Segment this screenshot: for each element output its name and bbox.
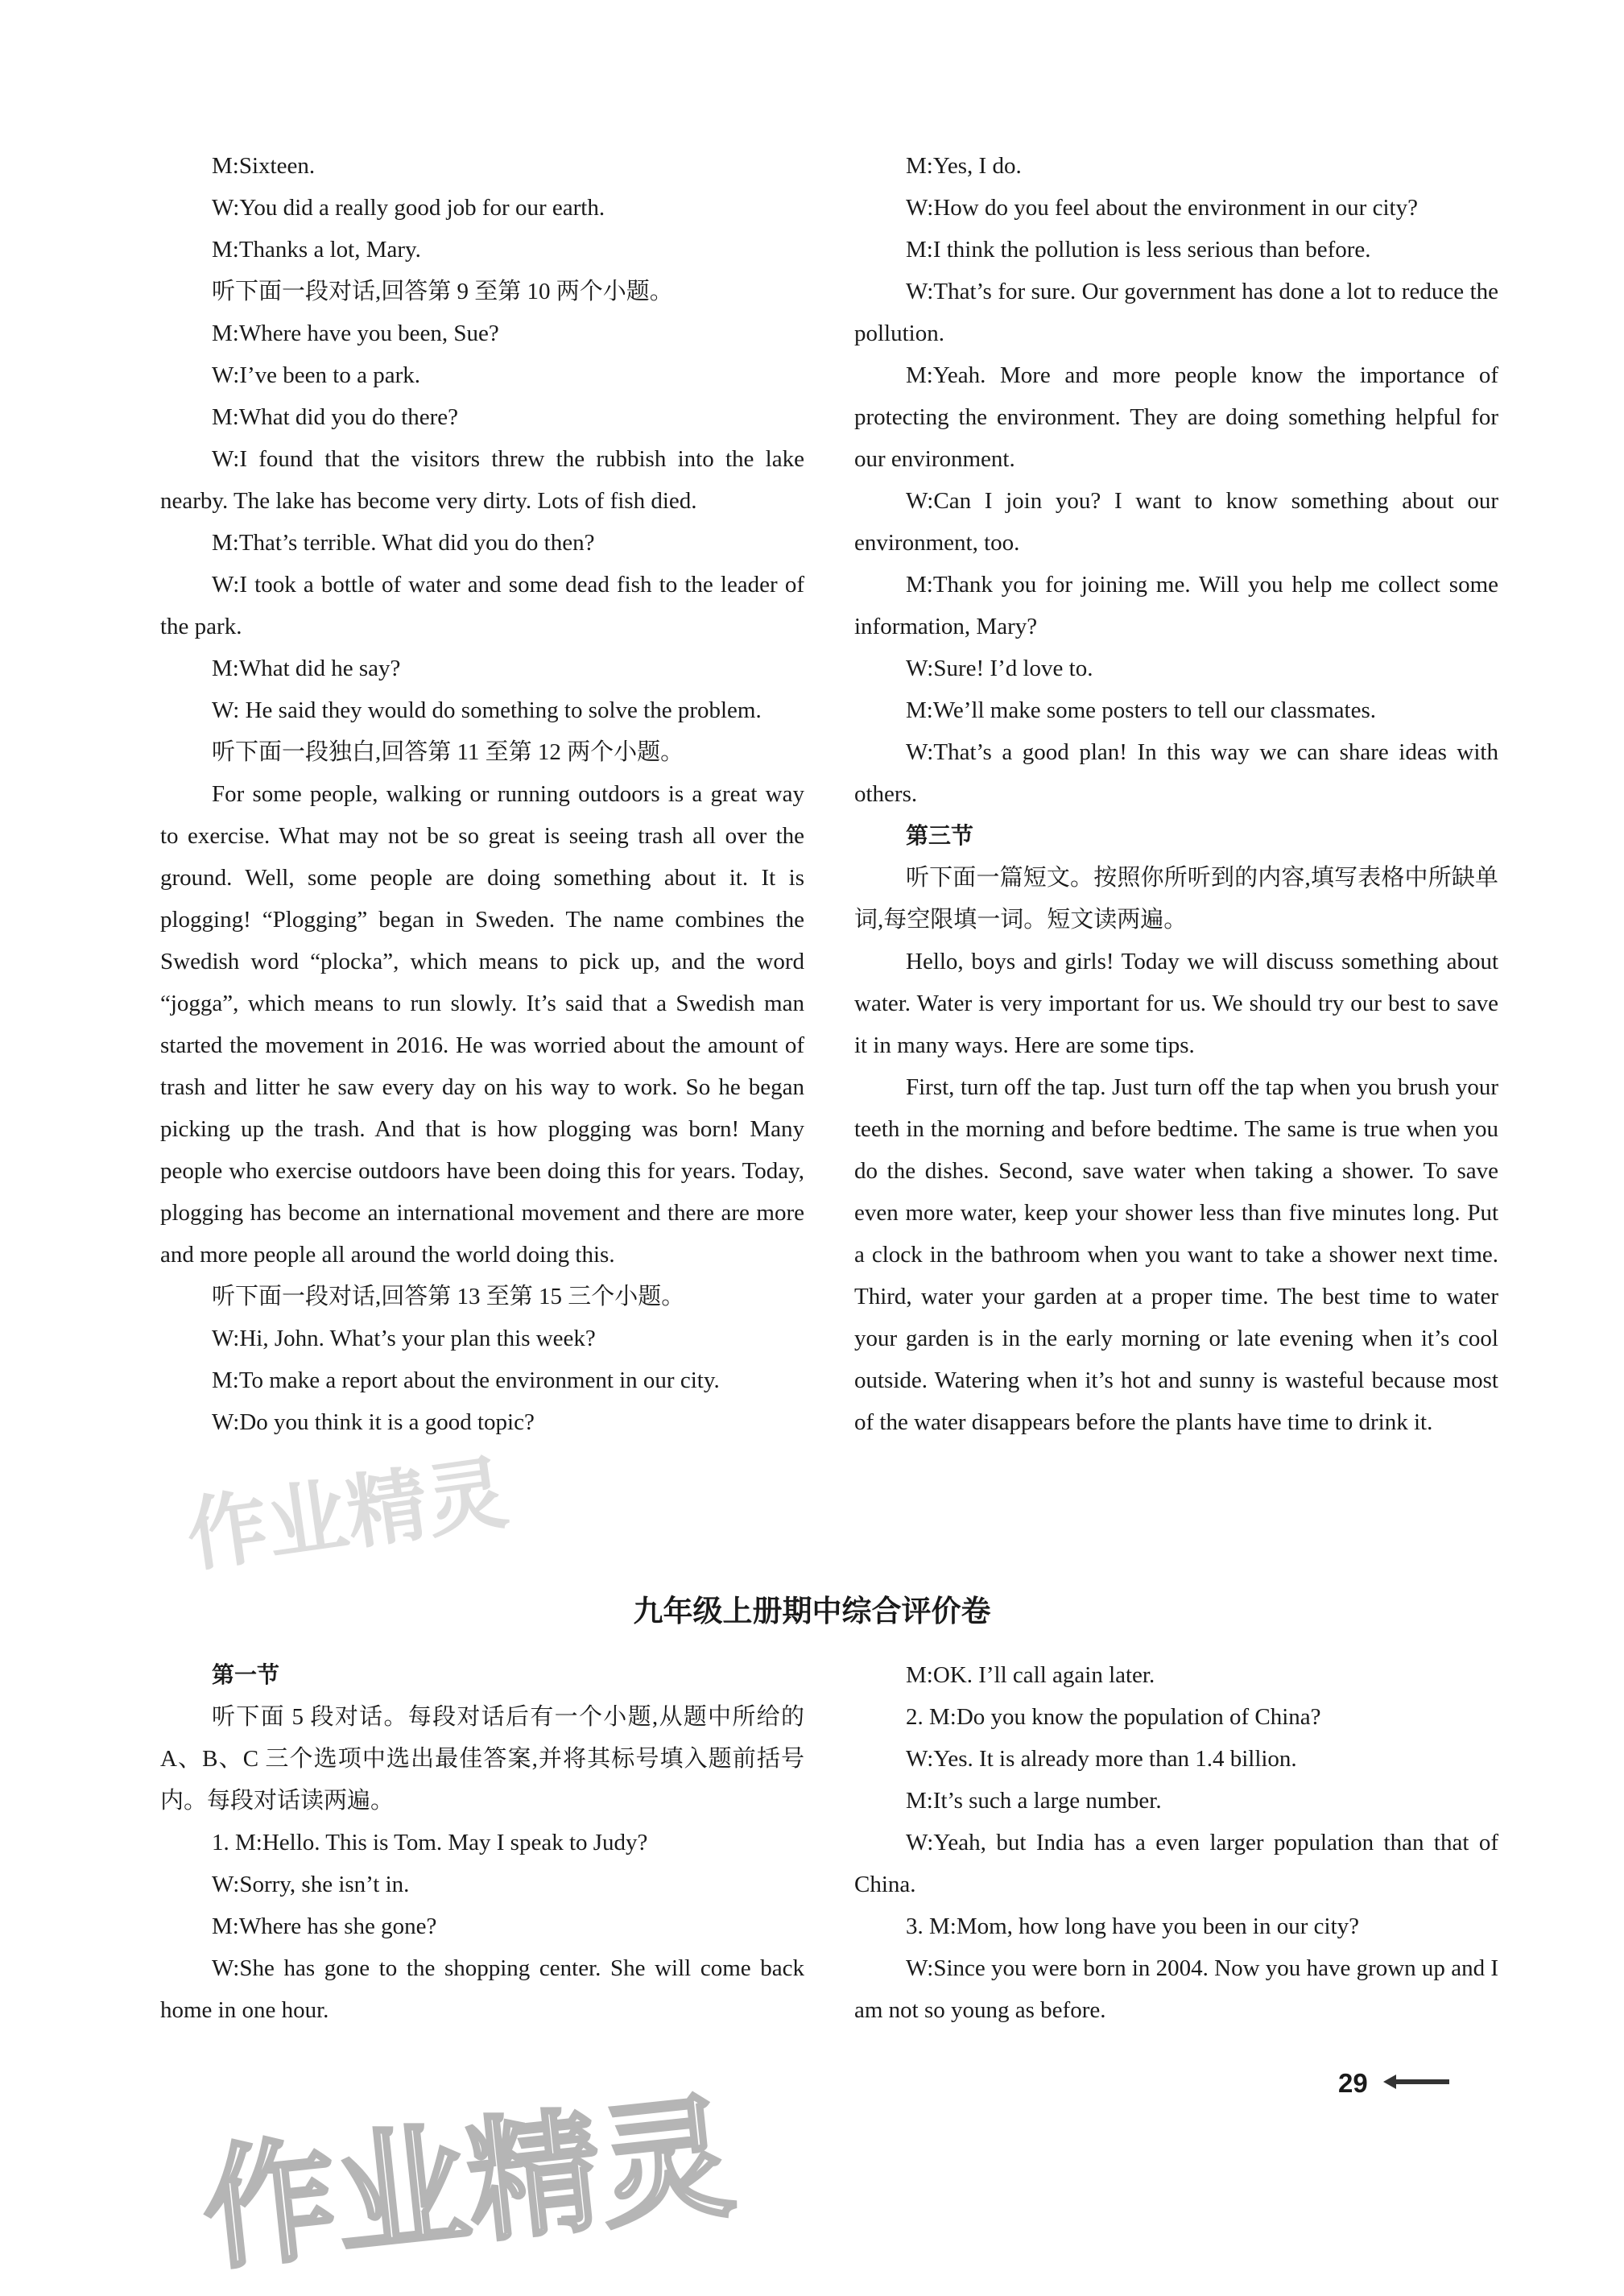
bottom-left-column bbox=[160, 1654, 804, 2031]
paragraph: M:To make a report about the environment in our city. bbox=[212, 1367, 720, 1393]
paragraph: 听下面一段对话,回答第 9 至第 10 两个小题。 bbox=[212, 279, 673, 304]
watermark-bottom: 作业精灵 bbox=[196, 2079, 741, 2289]
paragraph: 1. M:Hello. This is Tom. May I speak to Judy? bbox=[212, 1830, 648, 1855]
paragraph: 2. M:Do you know the population of China? bbox=[906, 1704, 1321, 1730]
paragraph: M:Where have you been, Sue? bbox=[212, 321, 499, 346]
paragraph: W:Hi, John. What’s your plan this week? bbox=[212, 1326, 596, 1351]
paragraph: M:Thank you for joining me. Will you help me collect some information, Mary? bbox=[854, 572, 1498, 639]
paragraph: M:I think the pollution is less serious than before. bbox=[906, 237, 1371, 263]
paragraph: First, turn off the tap. Just turn off the tap when you brush your teeth in the morning and before bedtime. The same is true when you do the dishes. Second, save water when taking a shower. To save even more water, keep your shower less than five minutes long. Put a clock in the bathroom when you want to take a shower next time. Third, water your garden at a proper time. The best time to water your garden is in the early morning or late evening when it’s cool outside. Watering when it’s hot and sunny is wasteful because most of the water disappears before the plants have time to drink it. bbox=[854, 1074, 1498, 1435]
watermark-mid: 作业精灵 bbox=[180, 1445, 514, 1584]
paragraph: W:Since you were born in 2004. Now you have grown up and I am not so young as before. bbox=[854, 1955, 1498, 2023]
paragraph: W: He said they would do something to solve the problem. bbox=[212, 697, 762, 723]
top-right-column bbox=[854, 145, 1498, 1443]
paragraph: 3. M:Mom, how long have you been in our city? bbox=[906, 1913, 1359, 1939]
paragraph: 听下面一段独白,回答第 11 至第 12 两个小题。 bbox=[212, 739, 684, 765]
bottom-right-column bbox=[854, 1654, 1498, 2031]
paragraph: M:OK. I’ll call again later. bbox=[906, 1662, 1155, 1688]
section-title: 九年级上册期中综合评价卷 bbox=[633, 1594, 991, 1628]
paragraph: For some people, walking or running outdoors is a great way to exercise. What may not be so great is seeing trash all over the ground. Well, some people are doing something about it. It is plogging! “Plogging” began in Sweden. The name combines the Swedish word “plocka”, which means to pick up, and the word “jogga”, which means to run slowly. It’s said that a Swedish man started the movement in 2016. He was worried about the amount of trash and litter he saw every day on his way to work. So he began picking up the trash. And that is how plogging was born! Many people who exercise outdoors have been doing this for years. Today, plogging has become an international movement and there are more and more people all around the world doing this. bbox=[160, 781, 804, 1268]
paragraph: M:What did he say? bbox=[212, 656, 401, 681]
paragraph: W:She has gone to the shopping center. She will come back home in one hour. bbox=[160, 1955, 804, 2023]
paragraph: M:It’s such a large number. bbox=[906, 1788, 1162, 1814]
paragraph: W:Sure! I’d love to. bbox=[906, 656, 1093, 681]
paragraph: W:I took a bottle of water and some dead fish to the leader of the park. bbox=[160, 572, 804, 639]
paragraph: M:Yes, I do. bbox=[906, 153, 1022, 179]
paragraph: M:We’ll make some posters to tell our classmates. bbox=[906, 697, 1376, 723]
paragraph: W:Sorry, she isn’t in. bbox=[212, 1872, 410, 1897]
section-heading: 第三节 bbox=[906, 822, 974, 849]
paragraph: W:Can I join you? I want to know something about our environment, too. bbox=[854, 488, 1498, 556]
paragraph: W:Yes. It is already more than 1.4 billion. bbox=[906, 1746, 1297, 1772]
paragraph: M:What did you do there? bbox=[212, 404, 459, 430]
section-heading: 第一节 bbox=[212, 1661, 280, 1688]
paragraph: M:Thanks a lot, Mary. bbox=[212, 237, 421, 263]
paragraph: Hello, boys and girls! Today we will discuss something about water. Water is very important for us. We should try our best to save it in many ways. Here are some tips. bbox=[854, 949, 1498, 1058]
top-left-column bbox=[160, 145, 804, 1443]
paragraph: W:Yeah, but India has a even larger population than that of China. bbox=[854, 1830, 1498, 1897]
page-number: 29 bbox=[1338, 2068, 1368, 2098]
paragraph: W:I’ve been to a park. bbox=[212, 362, 420, 388]
paragraph: 听下面 5 段对话。每段对话后有一个小题,从题中所给的 A、B、C 三个选项中选出最佳答案,并将其标号填入题前括号内。每段对话读两遍。 bbox=[160, 1704, 804, 1814]
paragraph: W:Do you think it is a good topic? bbox=[212, 1409, 535, 1435]
paragraph: W:That’s for sure. Our government has done a lot to reduce the pollution. bbox=[854, 279, 1498, 346]
paragraph: W:That’s a good plan! In this way we can share ideas with others. bbox=[854, 739, 1498, 807]
paragraph: 听下面一篇短文。按照你所听到的内容,填写表格中所缺单词,每空限填一词。短文读两遍。 bbox=[854, 865, 1498, 933]
paragraph: W:How do you feel about the environment in our city? bbox=[906, 195, 1418, 221]
paragraph: 听下面一段对话,回答第 13 至第 15 三个小题。 bbox=[212, 1284, 685, 1309]
paragraph: M:Yeah. More and more people know the importance of protecting the environment. They are doing something helpful for our environment. bbox=[854, 362, 1498, 472]
paragraph: M:That’s terrible. What did you do then? bbox=[212, 530, 595, 556]
paragraph: W:You did a really good job for our earth. bbox=[212, 195, 605, 221]
paragraph: M:Sixteen. bbox=[212, 153, 316, 179]
paragraph: M:Where has she gone? bbox=[212, 1913, 437, 1939]
arrow-left-icon bbox=[1383, 2073, 1449, 2091]
paragraph: W:I found that the visitors threw the rubbish into the lake nearby. The lake has become very dirty. Lots of fish died. bbox=[160, 446, 804, 514]
